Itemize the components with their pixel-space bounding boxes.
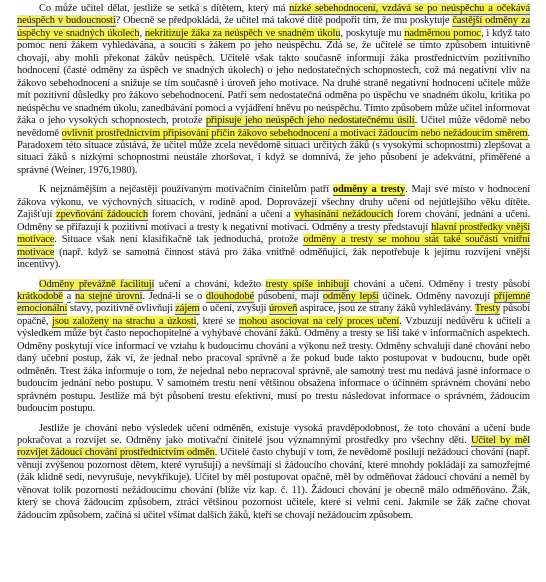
- highlighted-text: dlouhodobé: [205, 290, 254, 302]
- text-run: . Učitelé často chybují v tom, že nevědomě posilují nežádoucí chování (např. věnují zvýšenou pozornost dětem, které vyrušují) a nevšímají si žádoucího chování, které mnohdy pokládají za samozřejmé (žák klidně sedí, nevyrušuje, nevykřikuje). Učitel by měl postupovat opačně, měl by odměňovat žádoucí chování a neměl by věnovat tolik pozornosti nežádoucímu chování (blíže viz kap. č. 11). Žádoucí chování je obecně málo odměňováno. Žák, který se chová žádoucím způsobem, ztrácí většinou pozornost učitele, které si velmi cení. Jakmile se žák začne chovat žádoucím způsobem, začíná si učitel všímat dalších žáků, kteří se chovají nežádoucím způsobem.: [17, 447, 530, 521]
- highlighted-text: Tresty: [474, 303, 501, 315]
- paragraph-4: [17, 423, 530, 523]
- text-run: aspirace, jsou ze strany žáků vyhledávány.: [297, 303, 475, 315]
- text-run: o učení, zvyšují: [199, 303, 269, 315]
- highlighted-text: odměny a tresty se mohou stát také součástí vnitřní motivace: [17, 234, 530, 258]
- text-run: , které se: [196, 315, 239, 327]
- highlighted-text: úroveň: [268, 303, 298, 315]
- text-run: . Učitel může vědomě nebo nevědomě: [17, 115, 531, 139]
- highlighted-text: zájem: [175, 303, 200, 315]
- highlighted-text: Odměny převážně facilitují: [39, 278, 155, 290]
- highlighted-text: odměny lepší: [322, 290, 379, 302]
- highlighted-text: krátkodobě: [17, 290, 63, 302]
- underlined-text: a: [66, 290, 72, 302]
- highlighted-text: na stejné úrovni: [74, 290, 143, 302]
- highlighted-text: nízké sebehodnocení, vzdává se po neúspěchu a očekává neúspěch v budoucnosti: [17, 3, 531, 27]
- text-run: , poskytuje mu: [340, 27, 405, 39]
- text-run: účinek. Odměny navozují: [378, 290, 494, 302]
- text-run: . Situace však není klasifikačně tak jednoduchá, protože: [54, 234, 304, 246]
- text-run: K nejznámějším a nejčastěji používaným motivačním činitelům patří: [39, 184, 333, 196]
- text-run: . Jedná-li se o: [142, 290, 206, 302]
- text-run: (např. když se samotná činnost stává pro žáka vnitřně odměňující, žák nepotřebuje k jejímu rozvíjení vnější incentivy).: [17, 246, 530, 271]
- highlighted-text: hlavní prostředky vnější motivace: [17, 221, 531, 246]
- highlighted-text: Učitel by měl rozvíjet žádoucí chování prostřednictvím odměn: [17, 434, 530, 459]
- paragraph-1: [17, 3, 530, 177]
- text-run: působí opačně,: [17, 303, 531, 327]
- paragraph-2: [17, 184, 530, 271]
- text-run: působení, mají: [254, 290, 323, 302]
- highlighted-text: nadměrnou pomoc: [404, 27, 481, 39]
- text-run: učení a chování, kdežto: [154, 278, 266, 290]
- paragraph-3: [17, 279, 530, 416]
- text-run: chování a učení. Odměny i tresty působí: [349, 278, 530, 290]
- highlighted-text: častější odměny za úspěchy ve snadných úkolech: [17, 15, 530, 39]
- text-run: stavy, pozitivně ovlivňují: [67, 303, 176, 315]
- text-run: forem chování, jednání a učení a: [148, 209, 295, 221]
- text-run: ,: [139, 27, 145, 39]
- text-run: Co může učitel dělat, jestliže se setká s dítětem, který má: [39, 3, 290, 14]
- text-run: forem chování, jednání a učení. Odměny se přiřazují k pozitivní motivaci a tresty k negativní motivaci. Odměny a tresty představují: [17, 209, 530, 233]
- highlighted-text: jsou založeny na strachu a úzkosti: [52, 315, 197, 327]
- text-run: , i když tato pomoc není žákem vyhledávána, a soucítí s žákem po jeho neúspěchu. Zdá se, že učitelé se tímto způsobem intuitivně chovají, aby mohli překonat žákův neúspěch. Učitelé však takto současně informují žáka prostřednictvím pozitivního hodnocení (časté odměny za úspěch ve snadných úkolech) o jeho nedostatečných schopnostech, což má negativní vliv na žákovo sebehodnocení a snižuje se tím současně i úroveň jeho motivace. Na druhé straně negativní hodnocení učitele může mít pozitivní důsledky pro žákovo sebehodnocení. Patří sem nedostatečná odměna po úspěchu ve snadném úkolu, kritika po neúspěchu ve snadném úkolu, zanedbávání pomoci a vyjádření hněvu po neúspěchu. Tímto způsobem může učitel informovat žáka o jeho vysokých schopnostech, protože: [17, 27, 530, 127]
- highlighted-text: ovlivnit prostřednictvím připisování příčin žákovo sebehodnocení a motivaci žádoucím nebo nežádoucím směrem: [61, 127, 528, 139]
- highlighted-text: tresty spíše inhibují: [265, 278, 350, 290]
- highlighted-text: vyhasínání nežádoucích: [294, 209, 394, 221]
- text-run: . Paradoxem této situace zůstává, že učitel může zcela nevědomě situaci určitých žáků (s vysokými schopnostmi) zlepšovat a situaci žáků s nízkými schopnostmi neustále zhoršovat, i když se domnívá, že jeho působení je adekvátní, přiměřené a správné (Weiner, 1976,1980).: [17, 127, 531, 176]
- text-run: . Mají své místo v hodnocení žákova výkonu, ve výchovných situacích, v rodině apod. Doprovázejí všechny druhy učení od nejútlejšího věku dítěte. Zajišťují: [17, 184, 530, 221]
- highlighted-text: příjemné emocionální: [17, 290, 530, 315]
- highlighted-text: nekritizuje žáka za neúspěch ve snadném úkolu: [144, 27, 341, 39]
- highlighted-text: připisuje jeho neúspěch jeho nedostatečnému úsilí: [205, 115, 415, 127]
- text-run: ? Obecně se předpokládá, že učitel má takové dítě podpořit tím, že mu poskytuje: [115, 15, 453, 27]
- highlighted-text: mohou asociovat na celý proces učení: [238, 315, 400, 327]
- highlighted-bold-text: odměny a tresty: [332, 184, 406, 196]
- text-run: Jestliže je chování nebo výsledek učení odměněn, existuje vysoká pravděpodobnost, že toto chování a učení bude pokračovat a rozvíjet se. Odměny jako motivační činitelé jsou významnými prostředky pro všechny děti.: [17, 422, 530, 446]
- highlighted-text: zpevňování žádoucích: [56, 209, 148, 221]
- text-run: . Vzbuzují nedůvěru k učiteli a výsledkem může být často nepochopitelné a vyhýbavé chování žáků. Odměny a tresty se liší také v informačních aspektech. Odměny poskytují více informací ve vztahu k budoucímu chování a výkonu než tresty. Odměny schvalují dané chování nebo daný učební postup, žák ví, že jednal nebo pracoval správně a že pokud bude takto postupovat v budoucnu, bude opět odměněn. Trest žáka informuje o tom, že nejednal nebo nepracoval správně, ale samotný trest mu nedává jasné informace o budoucím jednání nebo postupu. V samotném trestu není většinou obsažena informace o účinném správném chování nebo správném postupu. Jestliže má být působení trestu efektivní, musí po trestu následovat informace o správném, žádoucím budoucím postupu.: [17, 315, 531, 415]
